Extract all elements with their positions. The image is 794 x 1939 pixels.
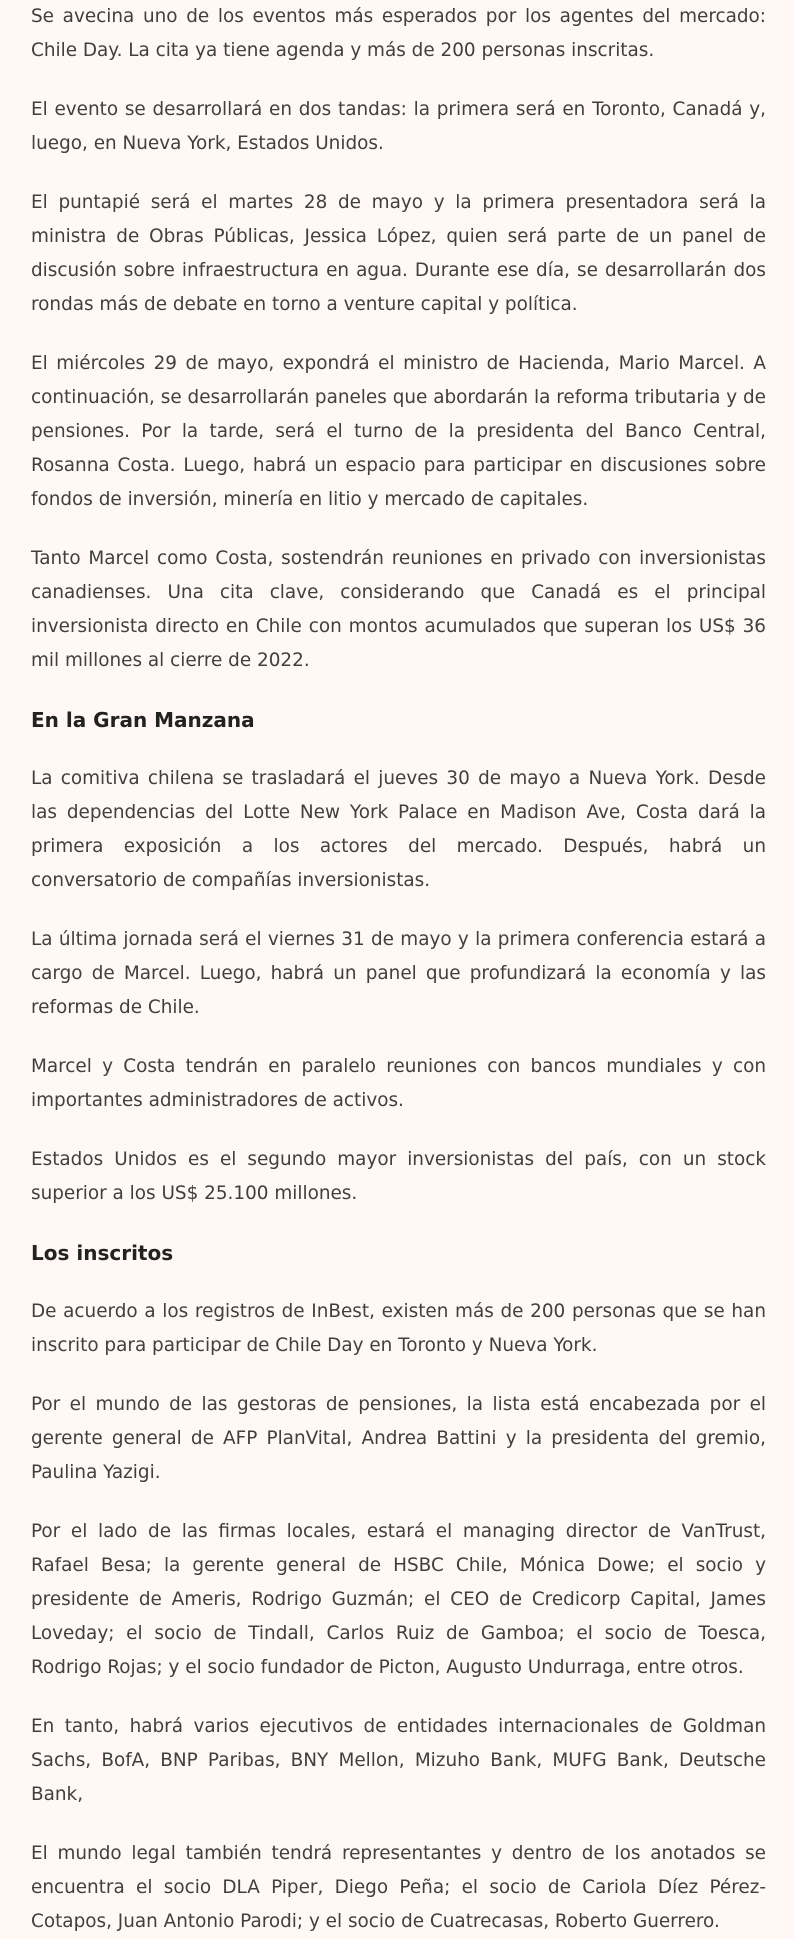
paragraph-tandas: El evento se desarrollará en dos tandas: la primera será en Toronto, Canadá y, luego, en Nueva York, Estados Unidos. xyxy=(31,99,766,154)
paragraph-reuniones-canada: Tanto Marcel como Costa, sostendrán reuniones en privado con inversionistas canadienses. Una cita clave, considerando que Canadá es el principal inversionista directo en Chile con montos acumulados que superan los US$ 36 mil millones al cierre de 2022. xyxy=(31,548,766,671)
paragraph-paralelo: Marcel y Costa tendrán en paralelo reuniones con bancos mundiales y con importantes administradores de activos. xyxy=(31,1056,766,1111)
paragraph-miercoles: El miércoles 29 de mayo, expondrá el ministro de Hacienda, Mario Marcel. A continuación, se desarrollarán paneles que abordarán la reforma tributaria y de pensiones. Por la tarde, será el turno de la presidenta del Banco Central, Rosanna Costa. Luego, habrá un espacio para participar en discusiones sobre fondos de inversión, minería en litio y mercado de capitales. xyxy=(31,353,766,510)
paragraph-martes: El puntapié será el martes 28 de mayo y la primera presentadora será la ministra de Obras Públicas, Jessica López, quien será parte de un panel de discusión sobre infraestructura en agua. Durante ese día, se desarrollarán dos rondas más de debate en torno a venture capital y política. xyxy=(31,192,766,315)
paragraph-viernes: La última jornada será el viernes 31 de mayo y la primera conferencia estará a cargo de Marcel. Luego, habrá un panel que profundizará la economía y las reformas de Chile. xyxy=(31,929,766,1018)
paragraph-internacionales: En tanto, habrá varios ejecutivos de entidades internacionales de Goldman Sachs, BofA, BNP Paribas, BNY Mellon, Mizuho Bank, MUFG Bank, Deutsche Bank, xyxy=(31,1716,766,1805)
paragraph-registros: De acuerdo a los registros de InBest, existen más de 200 personas que se han inscrito para participar de Chile Day en Toronto y Nueva York. xyxy=(31,1301,766,1356)
paragraph-firmas-locales: Por el lado de las firmas locales, estará el managing director de VanTrust, Rafael Besa; la gerente general de HSBC Chile, Mónica Dowe; el socio y presidente de Ameris, Rodrigo Guzmán; el CEO de Credicorp Capital, James Loveday; el socio de Tindall, Carlos Ruiz de Gamboa; el socio de Toesca, Rodrigo Rojas; y el socio fundador de Picton, Augusto Undurraga, entre otros. xyxy=(31,1521,766,1678)
paragraph-estados-unidos: Estados Unidos es el segundo mayor inversionistas del país, con un stock superior a los US$ 25.100 millones. xyxy=(31,1149,766,1204)
paragraph-intro: Se avecina uno de los eventos más esperados por los agentes del mercado: Chile Day. La cita ya tiene agenda y más de 200 personas inscritas. xyxy=(31,6,766,61)
paragraph-jueves: La comitiva chilena se trasladará el jueves 30 de mayo a Nueva York. Desde las dependencias del Lotte New York Palace en Madison Ave, Costa dará la primera exposición a los actores del mercado. Después, habrá un conversatorio de compañías inversionistas. xyxy=(31,768,766,891)
section-heading-gran-manzana: En la Gran Manzana xyxy=(31,708,255,732)
section-heading-inscritos: Los inscritos xyxy=(31,1241,174,1265)
paragraph-gestoras: Por el mundo de las gestoras de pensiones, la lista está encabezada por el gerente general de AFP PlanVital, Andrea Battini y la presidenta del gremio, Paulina Yazigi. xyxy=(31,1394,766,1483)
paragraph-mundo-legal: El mundo legal también tendrá representantes y dentro de los anotados se encuentra el socio DLA Piper, Diego Peña; el socio de Cariola Díez Pérez-Cotapos, Juan Antonio Parodi; y el socio de Cuatrecasas, Roberto Guerrero. xyxy=(31,1843,766,1932)
